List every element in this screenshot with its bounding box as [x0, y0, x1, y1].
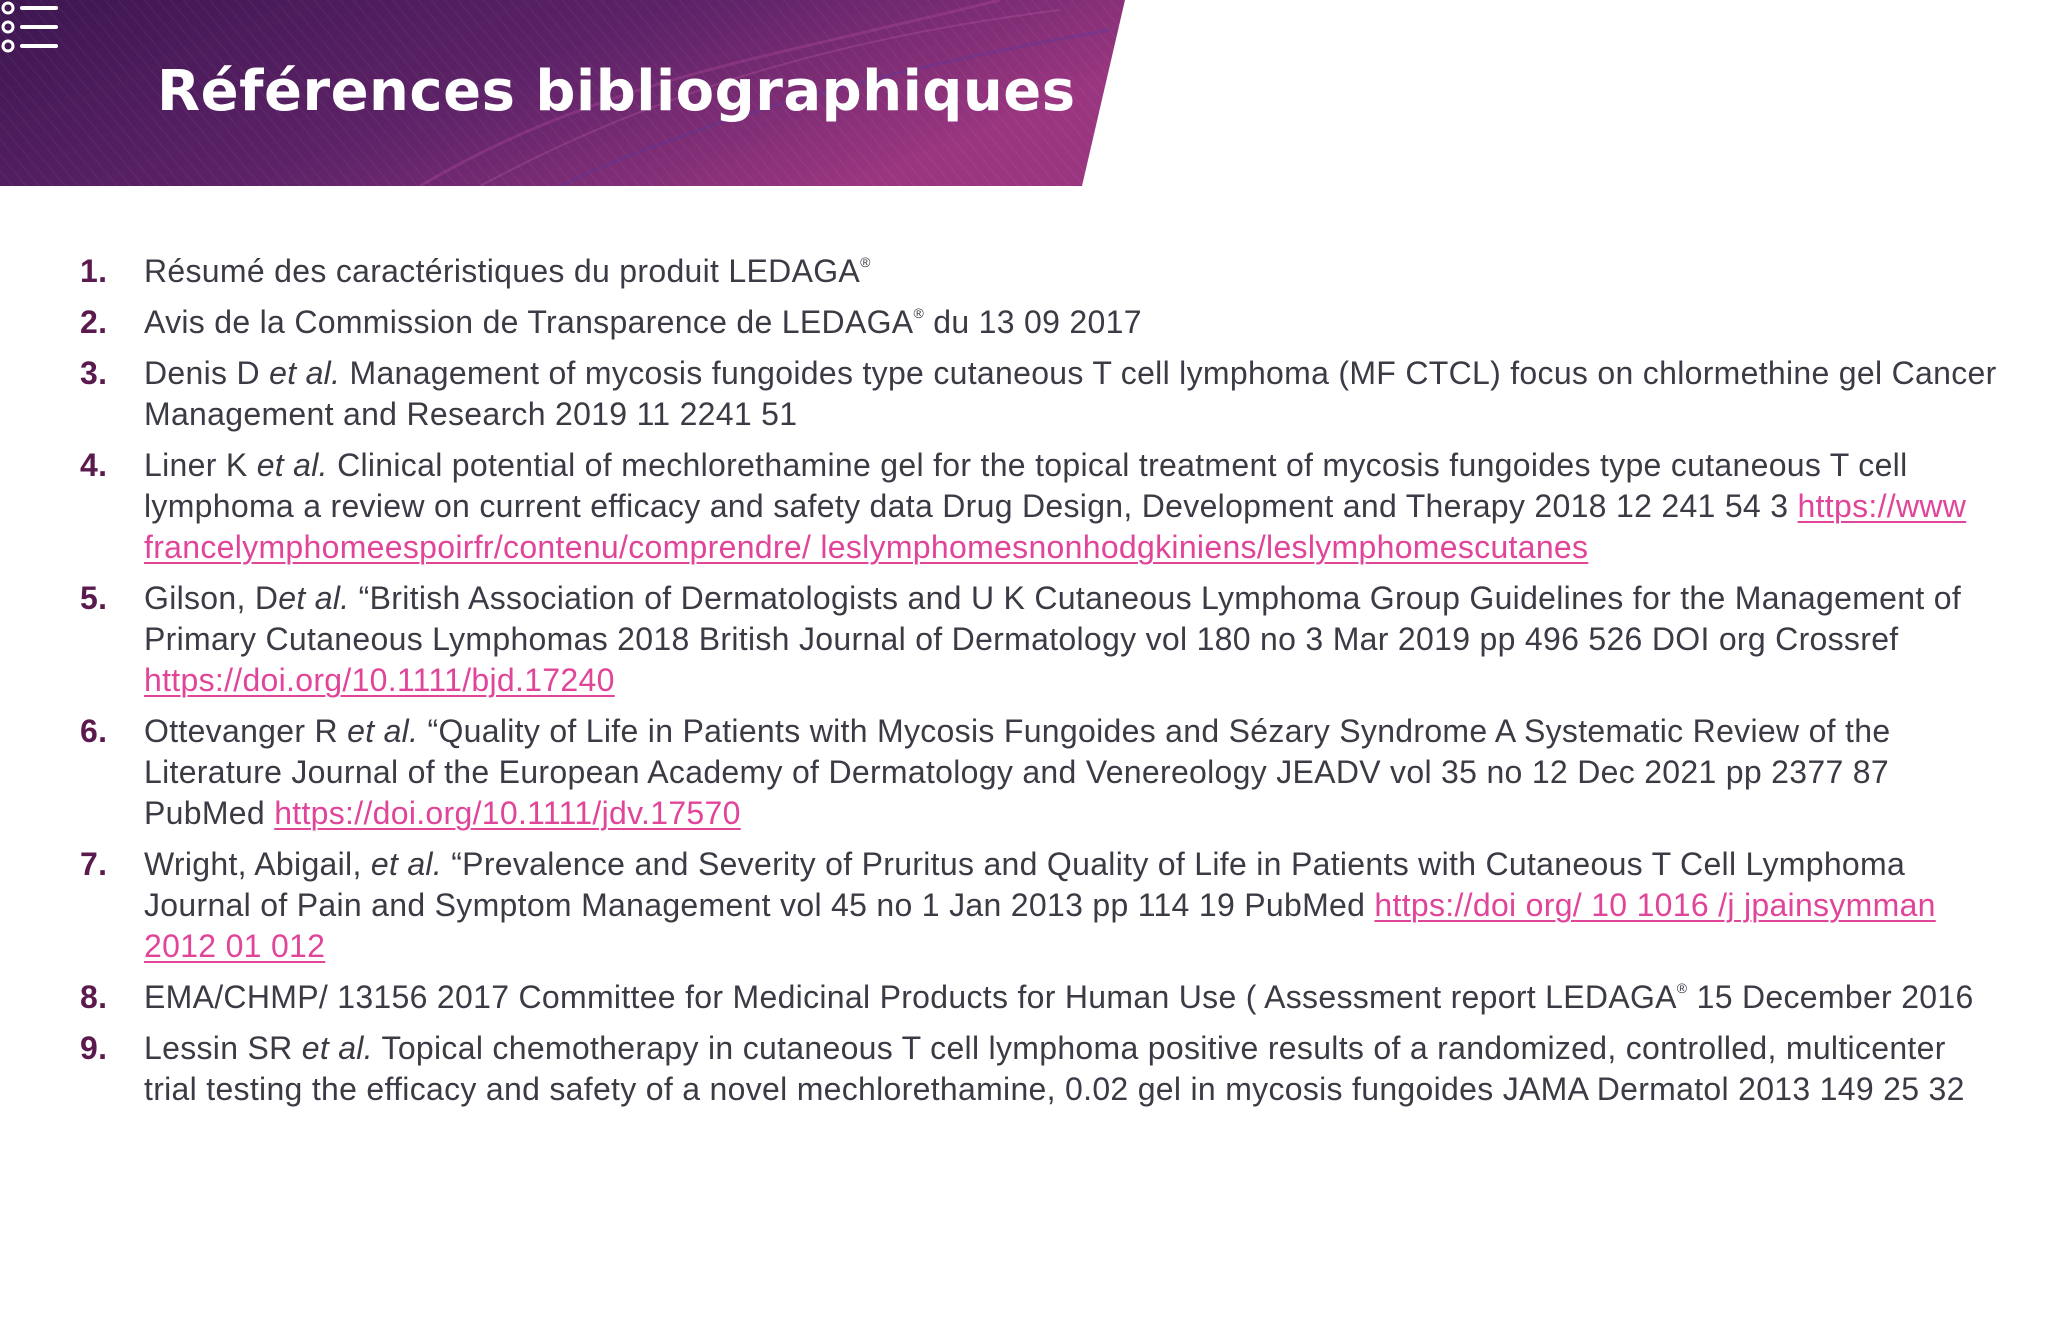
list-icon	[0, 0, 58, 54]
reference-number: 7.	[80, 846, 108, 882]
reference-number: 1.	[80, 253, 108, 289]
reference-text: “Prevalence and Severity of Pruritus and Quality of Life in Patients with Cutaneous T Cell Lymphoma Journal of Pain and Symptom Management vol 45 no 1 Jan 2013 pp 114 19 PubMed	[144, 846, 1906, 923]
reference-number: 3.	[80, 355, 108, 391]
reference-text: Résumé des caractéristiques du produit LEDAGA	[144, 253, 861, 289]
reference-item-2	[80, 302, 2000, 343]
reference-text: Clinical potential of mechlorethamine gel for the topical treatment of mycosis fungoides type cutaneous T cell lymphoma a review on current efficacy and safety data Drug Design, Development and Therapy 2018 12 241 54 3	[144, 447, 1908, 524]
reference-item-5	[80, 578, 2000, 701]
et-al: et al.	[256, 447, 328, 483]
reference-item-1	[80, 251, 2000, 292]
reference-number: 5.	[80, 580, 108, 616]
reference-text: “British Association of Dermatologists and U K Cutaneous Lymphoma Group Guidelines for the Management of Primary Cutaneous Lymphomas 2018 British Journal of Dermatology vol 180 no 3 Mar 2019 pp 496 526 DOI org Crossref	[144, 580, 1962, 657]
reference-text-tail: du 13 09 2017	[924, 304, 1142, 340]
reference-number: 6.	[80, 713, 108, 749]
reference-text: Management of mycosis fungoides type cutaneous T cell lymphoma (MF CTCL) focus on chlormethine gel Cancer Management and Research 2019 11 2241 51	[144, 355, 1997, 432]
reference-list	[80, 251, 2000, 1120]
et-al: et al.	[370, 846, 443, 882]
et-al: et al.	[301, 1030, 373, 1066]
reference-text: Avis de la Commission de Transparence de LEDAGA	[144, 304, 914, 340]
reference-item-6	[80, 711, 2000, 834]
et-al: et al.	[269, 355, 341, 391]
reference-text: EMA/CHMP/ 13156 2017 Committee for Medicinal Products for Human Use ( Assessment report LEDAGA	[144, 979, 1677, 1015]
reference-text: Topical chemotherapy in cutaneous T cell lymphoma positive results of a randomized, controlled, multicenter trial testing the efficacy and safety of a novel mechlorethamine, 0.02 gel in mycosis fungoides JAMA Dermatol 2013 149 25 32	[144, 1030, 1965, 1107]
reference-authors: Liner K	[144, 447, 257, 483]
et-al: et al.	[278, 580, 350, 616]
registered-mark: ®	[913, 305, 925, 321]
reference-item-8	[80, 977, 2000, 1018]
reference-item-3	[80, 353, 2000, 435]
reference-authors: Denis D	[144, 355, 270, 391]
reference-item-9	[80, 1028, 2000, 1110]
reference-authors: Lessin SR	[144, 1030, 302, 1066]
reference-item-4	[80, 445, 2000, 568]
reference-link[interactable]: https://www francelymphomeespoirfr/contenu/comprendre/ leslymphomesnonhodgkiniens/leslymphomescutanes	[144, 488, 1967, 565]
reference-authors: Wright, Abigail,	[144, 846, 371, 882]
reference-item-7	[80, 844, 2000, 967]
reference-link[interactable]: https://doi.org/10.1111/bjd.17240	[144, 662, 615, 698]
reference-authors: Ottevanger R	[144, 713, 348, 749]
header-banner	[0, 0, 1125, 186]
reference-text-tail: 15 December 2016	[1687, 979, 1974, 1015]
et-al: et al.	[347, 713, 419, 749]
reference-authors: Gilson, D	[144, 580, 279, 616]
reference-number: 8.	[80, 979, 108, 1015]
reference-number: 2.	[80, 304, 108, 340]
registered-mark: ®	[1676, 980, 1688, 996]
reference-link[interactable]: https://doi org/ 10 1016 /j jpainsymman 2012 01 012	[144, 887, 1936, 964]
reference-number: 4.	[80, 447, 108, 483]
reference-text: “Quality of Life in Patients with Mycosis Fungoides and Sézary Syndrome A Systematic Review of the Literature Journal of the European Academy of Dermatology and Venereology JEADV vol 35 no 12 Dec 2021 pp 2377 87 PubMed	[144, 713, 1891, 831]
registered-mark: ®	[860, 254, 871, 270]
page-title: Références bibliographiques	[157, 59, 1076, 124]
reference-number: 9.	[80, 1030, 108, 1066]
reference-link[interactable]: https://doi.org/10.1111/jdv.17570	[274, 795, 741, 831]
